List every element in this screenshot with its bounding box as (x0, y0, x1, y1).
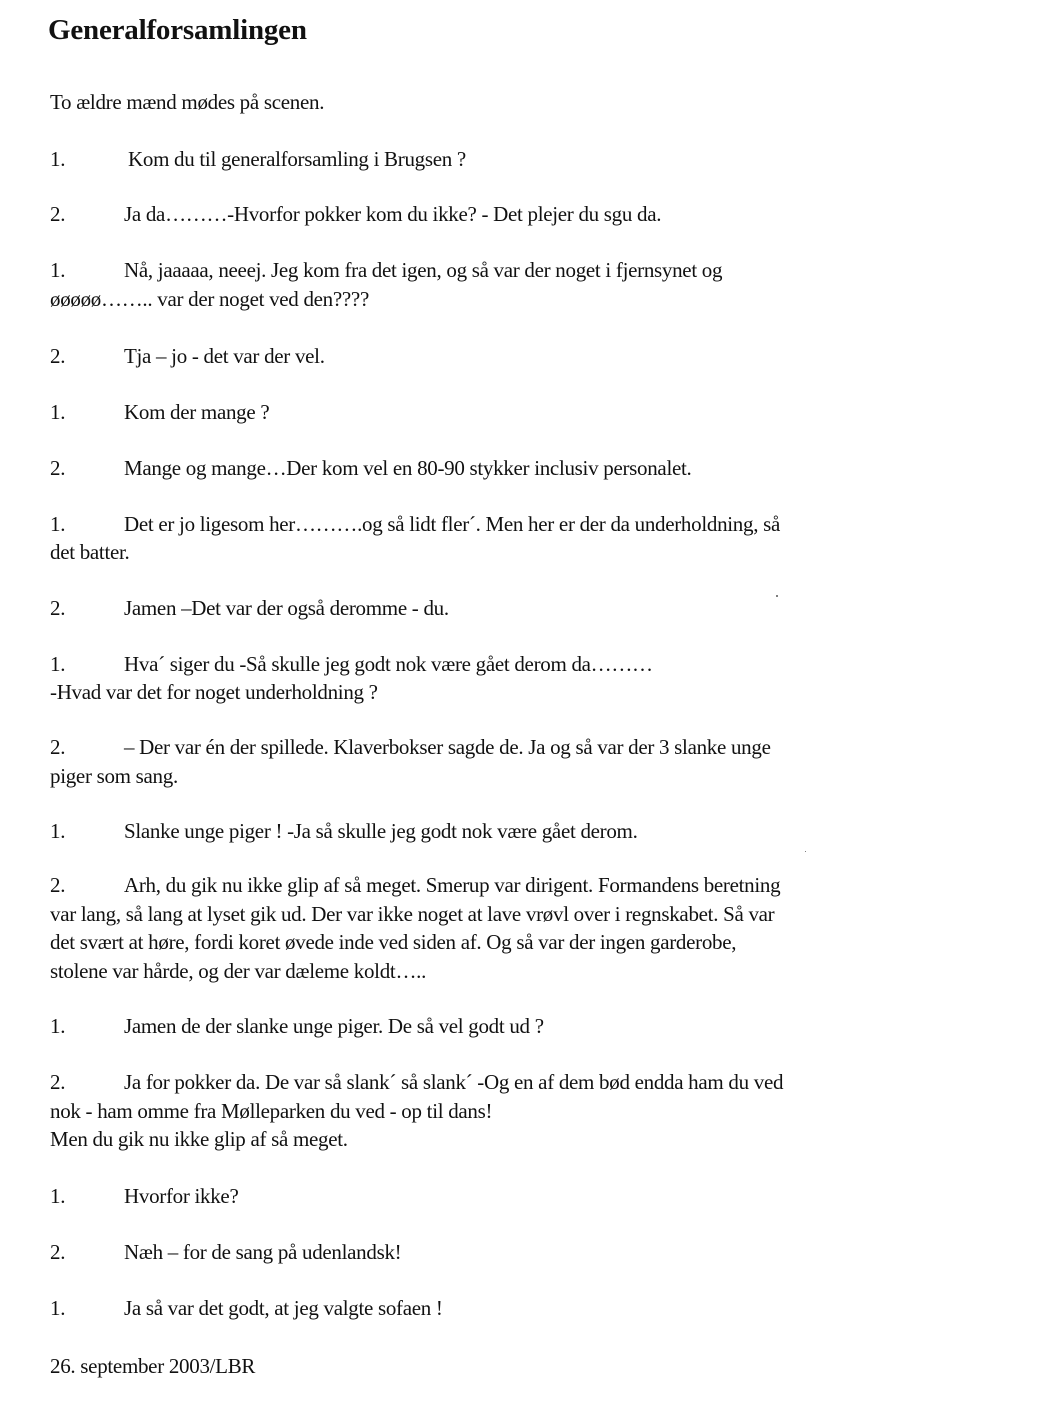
speaker-number: 1. (50, 512, 66, 536)
dialogue-line (50, 256, 722, 284)
dialogue-line (50, 454, 692, 482)
line-continuation: det svært at høre, fordi koret øvede inde ved siden af. Og så var der ingen garderobe, (50, 930, 737, 954)
line-text: Hva´ siger du -Så skulle jeg godt nok være gået derom da……… (124, 652, 653, 676)
line-text: Hvorfor ikke? (124, 1184, 239, 1208)
line-text: Ja så var det godt, at jeg valgte sofaen ! (124, 1296, 443, 1320)
speaker-number: 2. (50, 344, 66, 368)
dialogue-line (50, 200, 661, 228)
dialogue-line (50, 1012, 544, 1040)
line-text: Kom du til generalforsamling i Brugsen ? (128, 147, 466, 171)
line-text: Ja for pokker da. De var så slank´ så slank´ -Og en af dem bød endda ham du ved (124, 1070, 784, 1094)
line-continuation: øøøøø…….. var der noget ved den???? (50, 287, 369, 311)
dialogue-line (50, 510, 780, 538)
dialogue-line (50, 733, 771, 761)
speaker-number: 1. (50, 258, 66, 282)
speaker-number: 1. (50, 400, 66, 424)
dialogue-line (50, 1182, 238, 1210)
dialogue-line (50, 594, 449, 622)
speaker-number: 2. (50, 873, 66, 897)
line-continuation: Men du gik nu ikke glip af så meget. (50, 1127, 348, 1151)
line-continuation: piger som sang. (50, 764, 178, 788)
line-text: Slanke unge piger ! -Ja så skulle jeg godt nok være gået derom. (124, 819, 638, 843)
line-text: Ja da………-Hvorfor pokker kom du ikke? - Det plejer du sgu da. (124, 202, 662, 226)
speaker-number: 2. (50, 456, 66, 480)
line-text: Jamen de der slanke unge piger. De så vel godt ud ? (124, 1014, 544, 1038)
line-text: Arh, du gik nu ikke glip af så meget. Smerup var dirigent. Formandens beretning (124, 873, 781, 897)
dialogue-line (50, 650, 653, 678)
line-continuation: nok - ham omme fra Mølleparken du ved - op til dans! (50, 1099, 493, 1123)
dialogue-line (50, 145, 466, 173)
speaker-number: 2. (50, 202, 66, 226)
line-text: – Der var én der spillede. Klaverbokser sagde de. Ja og så var der 3 slanke unge (124, 735, 771, 759)
speaker-number: 1. (50, 652, 66, 676)
line-continuation: det batter. (50, 540, 130, 564)
speaker-number: 1. (50, 147, 66, 171)
scan-speck (776, 595, 778, 597)
speaker-number: 1. (50, 1296, 66, 1320)
line-continuation: -Hvad var det for noget underholdning ? (50, 680, 378, 704)
line-text: Kom der mange ? (124, 400, 270, 424)
signature-date: 26. september 2003/LBR (50, 1354, 256, 1378)
speaker-number: 1. (50, 1184, 66, 1208)
speaker-number: 1. (50, 1014, 66, 1038)
intro-text: To ældre mænd mødes på scenen. (50, 90, 325, 114)
line-text: Næh – for de sang på udenlandsk! (124, 1240, 402, 1264)
line-text: Mange og mange…Der kom vel en 80-90 stykker inclusiv personalet. (124, 456, 692, 480)
dialogue-line (50, 817, 638, 845)
line-text: Tja – jo - det var der vel. (124, 344, 325, 368)
line-text: Nå, jaaaaa, neeej. Jeg kom fra det igen, og så var der noget i fjernsynet og (124, 258, 723, 282)
dialogue-line (50, 1294, 443, 1322)
speaker-number: 2. (50, 596, 66, 620)
speaker-number: 2. (50, 735, 66, 759)
speaker-number: 1. (50, 819, 66, 843)
line-text: Det er jo ligesom her……….og så lidt fler´. Men her er der da underholdning, så (124, 512, 780, 536)
dialogue-line (50, 1068, 783, 1096)
line-continuation: var lang, så lang at lyset gik ud. Der var ikke noget at lave vrøvl over i regnskabet. Så var (50, 902, 775, 926)
document-title: Generalforsamlingen (48, 14, 307, 46)
speaker-number: 2. (50, 1070, 66, 1094)
dialogue-line (50, 871, 780, 899)
dialogue-line (50, 342, 325, 370)
speaker-number: 2. (50, 1240, 66, 1264)
line-text: Jamen –Det var der også deromme - du. (124, 596, 449, 620)
dialogue-line (50, 398, 269, 426)
scan-speck (805, 851, 806, 852)
dialogue-line (50, 1238, 401, 1266)
line-continuation: stolene var hårde, og der var dæleme koldt….. (50, 959, 427, 983)
